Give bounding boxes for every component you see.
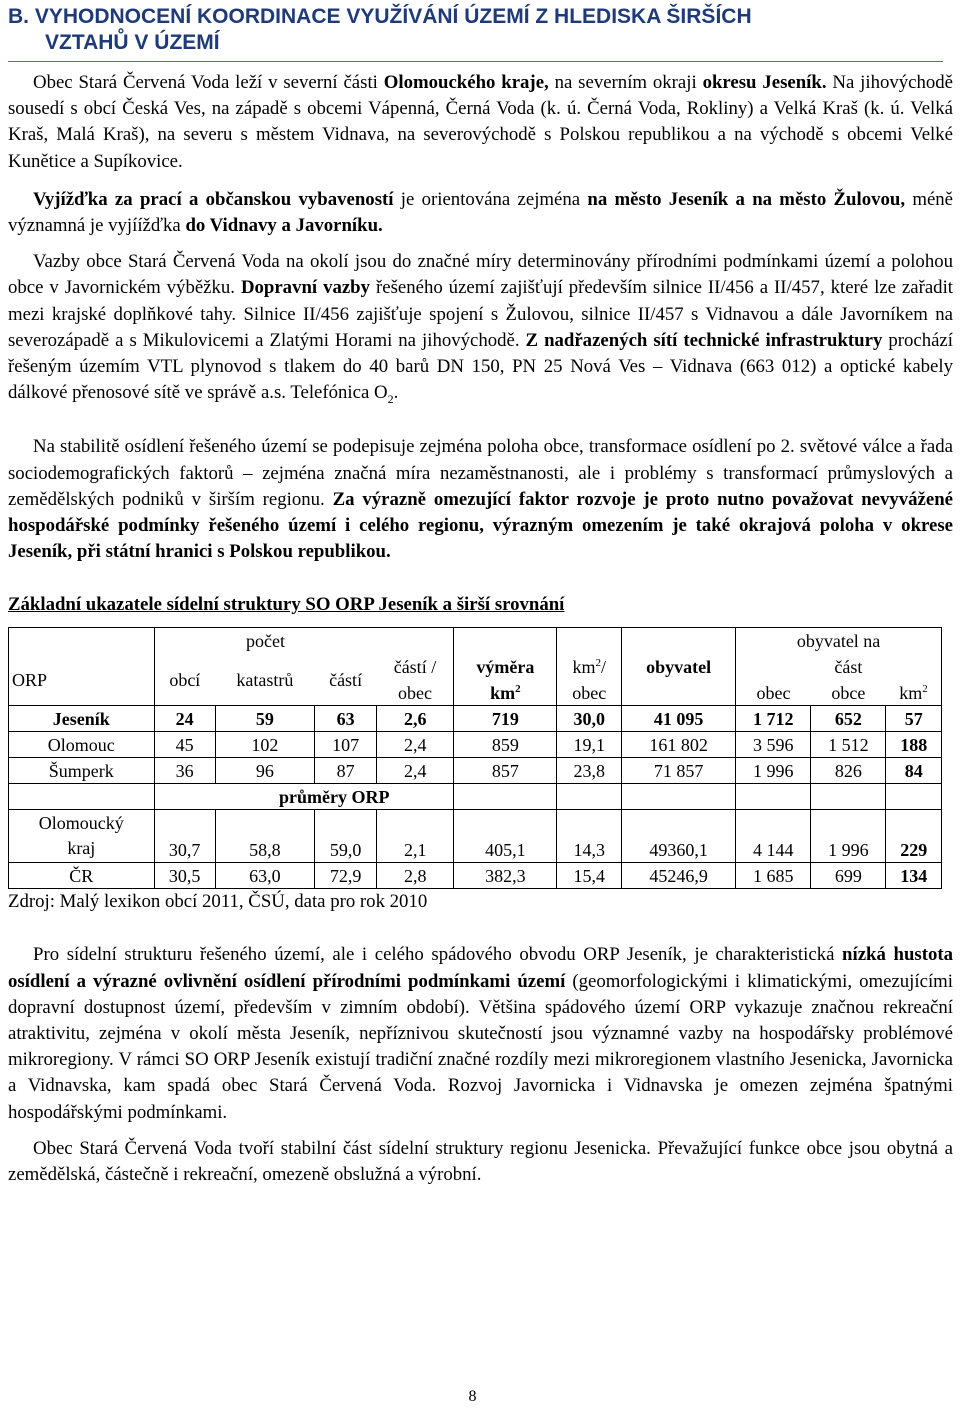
table-row: Šumperk 36 96 87 2,4 857 23,8 71 857 1 996 826 84	[9, 758, 942, 784]
section-heading	[8, 4, 953, 62]
table-row: Olomouc 45 102 107 2,4 859 19,1 161 802 3 596 1 512 188	[9, 732, 942, 758]
header-casti-obec-1: částí /	[393, 656, 437, 677]
table-row	[9, 784, 942, 810]
page-number: 8	[468, 1388, 477, 1405]
paragraph-location: Obec Stará Červená Voda leží v severní části Olomouckého kraje, na severním okraji okresu Jeseník. Na jihovýchodě sousedí s obcí Česká Ves, na západě s obcemi Vápenná, Černá Voda (k. ú. Černá Voda, Rokliny) a Velká Kraš (k. ú. Velká Kraš, Malá Kraš), na severu s městem Vidnava, na severovýchodě s Polskou republikou a na východě s obcemi Velké Kunětice a Supíkovice.	[8, 72, 953, 172]
header-vymera-2: $km^2$	[454, 680, 557, 706]
header-casti-obec-2: obec	[397, 682, 432, 703]
header-katastru: katastrů	[236, 669, 294, 690]
heading-line-1: B. VYHODNOCENÍ KOORDINACE VYUŽÍVÁNÍ ÚZEMÍ Z HLEDISKA ŠIRŠÍCH	[8, 5, 752, 28]
header-pocet: počet	[154, 628, 376, 654]
paragraph-functions: Obec Stará Červená Voda tvoří stabilní část sídelní struktury regionu Jesenicka. Převažující funkce obce jsou obytná a zemědělská, částečně i rekreační, omezeně obslužná a výrobní.	[8, 1137, 953, 1186]
table-row: Olomoucký kraj 30,7 58,8 59,0 2,1 405,1 14,3 49360,1 4 144 1 996 229	[9, 810, 942, 863]
heading-line-2: VZTAHŮ V ÚZEMÍ	[45, 31, 220, 54]
paragraph-settlement-structure: Pro sídelní strukturu řešeného území, ale i celého spádového obvodu ORP Jeseník, je charakteristická nízká hustota osídlení a výrazné ovlivnění osídlení přírodními podmínkami území (geomorfologickými i klimatickými, omezujícími dopravní dostupnost území, především v zimním období). Většina spádového území ORP vykazuje značnou rekreační atraktivitu, zejména v okolí města Jeseník, nepříznivou skutečností jsou významné vazby na hospodářsky problémové mikroregiony. V rámci SO ORP Jeseník existují tradiční značné rozdíly mezi mikroregionem vlastního Jesenicka, Javornicka a Vidnavska, kam spadá obec Stará Červená Voda. Rozvoj Javornicka i Vidnavska je omezen zejména špatnými hospodářskými podmínkami.	[8, 944, 953, 1123]
paragraph-transport: Vazby obce Stará Červená Voda na okolí jsou do značné míry determinovány přírodními podmínkami území a polohou obce v Javornickém výběžku. Dopravní vazby řešeného území zajišťují především silnice II/456 a II/457, které lze zařadit mezi krajské doplňkové tahy. Silnice II/456 zajišťuje spojení s Žulovou, silnice II/457 s Vidnavou a dále Javorníkem na severozápadě a s Mikulovicemi a Zlatými Horami na jihovýchodě. Z nadřazených sítí technické infrastruktury prochází řešeným územím VTL plynovod s tlakem do 40 barů DN 150, PN 25 Nová Ves – Vidnava (663 012) a optické kabely dálkové přenosové sítě ve správě a.s. Telefónica $O_2$.	[8, 251, 954, 406]
table-title: Základní ukazatele sídelní struktury SO ORP Jeseník a širší srovnání	[8, 594, 565, 616]
table-row: Jeseník 24 59 63 2,6 719 30,0 41 095 1 712 652 57	[9, 706, 942, 732]
table-source: Zdroj: Malý lexikon obcí 2011, ČSÚ, data pro rok 2010	[8, 891, 428, 913]
header-na-km: $km^2$	[886, 654, 942, 706]
header-cast-obce-2: obce	[831, 682, 866, 703]
paragraph-commuting: Vyjížďka za prací a občanskou vybaveností je orientována zejména na město Jeseník a na město Žulovou, méně významná je vyjíížďka do Vidnavy a Javorníku.	[8, 188, 954, 237]
header-km-obec-1: $km^2/$	[557, 654, 622, 680]
table-row: ČR 30,5 63,0 72,9 2,8 382,3 15,4 45246,9 1 685 699 134	[9, 863, 942, 889]
header-obyvatel: obyvatel	[622, 654, 736, 680]
averages-label: průměry ORP	[215, 784, 454, 810]
header-km-obec-2: obec	[557, 680, 622, 706]
header-obci: obcí	[154, 654, 215, 706]
header-cast-obce-1: část	[834, 656, 863, 677]
header-vymera-1: výměra	[454, 654, 557, 680]
header-obyvatel-na: obyvatel na	[736, 628, 942, 654]
statistics-table	[8, 627, 942, 889]
header-orp: ORP	[9, 654, 155, 706]
paragraph-stability: Na stabilitě osídlení řešeného území se podepisuje zejména poloha obce, transformace osídlení po 2. světové válce a řada sociodemografických faktorů – zejména značná míra nezaměstnanosti, ale i problémy s transformací průmyslových a zemědělských podniků v širším regionu. Za výrazně omezující faktor rozvoje je proto nutno považovat nevyvážené hospodářské podmínky řešeného území i celého regionu, výrazným omezením je také okrajová poloha v okrese Jeseník, při státní hranici s Polskou republikou.	[8, 436, 954, 563]
header-na-obec: obec	[736, 654, 811, 706]
heading-rule	[8, 61, 943, 62]
header-casti: částí	[329, 669, 363, 690]
document-page	[8, 0, 953, 1188]
